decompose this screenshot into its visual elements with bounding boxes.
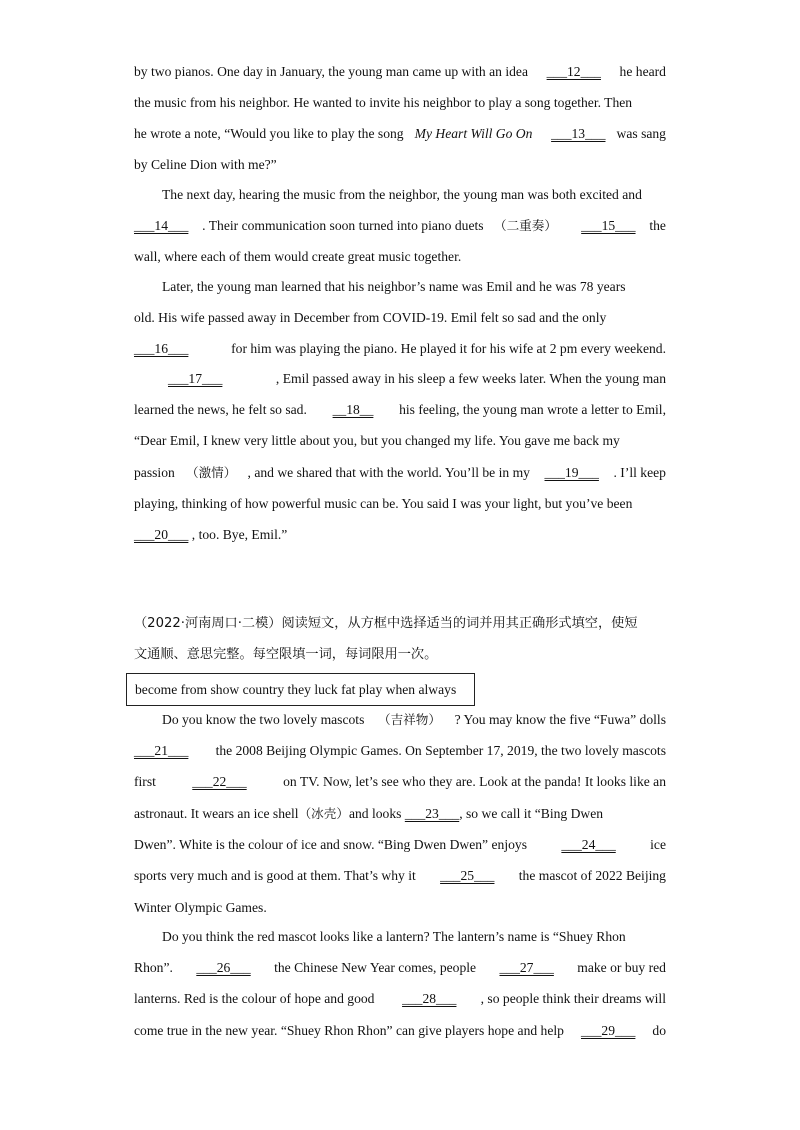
blank-17[interactable]: ___17___ xyxy=(168,371,223,386)
passage1-line-2: the music from his neighbor. He wanted to invite his neighbor to play a song together. Then xyxy=(134,95,633,110)
blank-24[interactable]: ___24___ xyxy=(561,837,616,852)
blank-15[interactable]: ___15___ xyxy=(581,218,636,233)
passage1-line-4: by Celine Dion with me?” xyxy=(134,157,277,172)
blank-29[interactable]: ___29___ xyxy=(581,1023,636,1038)
word-box xyxy=(126,673,475,706)
passage1-line-1: by two pianos. One day in January, the young man came up with an idea ___12___ he heard xyxy=(134,62,666,82)
blank-25[interactable]: ___25___ xyxy=(440,868,495,883)
blank-14[interactable]: ___14___ xyxy=(134,218,189,233)
blank-23[interactable]: ___23___ xyxy=(404,806,460,821)
passage2-line-1: Do you know the two lovely mascots （吉祥物） ? You may know the five “Fuwa” dolls xyxy=(162,712,666,727)
passage1-line-10: ___16___ for him was playing the piano. He played it for his wife at 2 pm every weekend. xyxy=(134,339,666,359)
passage2-line-2: ___21___ the 2008 Beijing Olympic Games. On September 17, 2019, the two lovely mascots xyxy=(134,741,666,761)
blank-21[interactable]: ___21___ xyxy=(134,743,189,758)
blank-16[interactable]: ___16___ xyxy=(134,341,189,356)
blank-28[interactable]: ___28___ xyxy=(402,991,457,1006)
blank-20[interactable]: ___20___ xyxy=(134,527,189,542)
instruction-line-2: 文通顺、意思完整。每空限填一词，每词限用一次。 xyxy=(134,647,438,662)
passage2-line-3: first ___22___ on TV. Now, let’s see who they are. Look at the panda! It looks like an xyxy=(134,772,666,792)
song-title: My Heart Will Go On xyxy=(414,126,533,141)
word-box-words: become from show country they luck fat play when always xyxy=(135,682,457,697)
blank-18[interactable]: __18__ xyxy=(332,402,374,417)
passage2-line-9: Rhon”. ___26___ the Chinese New Year comes, people ___27___ make or buy red xyxy=(134,958,666,978)
passage1-line-12: learned the news, he felt so sad. __18__ his feeling, the young man wrote a letter to Emil, xyxy=(134,400,666,420)
passage1-line-11: ___17___ , Emil passed away in his sleep a few weeks later. When the young man xyxy=(168,369,666,389)
instruction-line-1: （2022·河南周口·二模）阅读短文，从方框中选择适当的词并用其正确形式填空，使短 xyxy=(134,616,638,631)
blank-27[interactable]: ___27___ xyxy=(499,960,554,975)
passage1-line-8: Later, the young man learned that his neighbor’s name was Emil and he was 78 years xyxy=(162,279,626,294)
blank-13[interactable]: ___13___ xyxy=(551,126,606,141)
passage2-line-8: Do you think the red mascot looks like a lantern? The lantern’s name is “Shuey Rhon xyxy=(162,929,626,944)
passage1-line-7: wall, where each of them would create great music together. xyxy=(134,249,462,264)
blank-26[interactable]: ___26___ xyxy=(196,960,251,975)
blank-22[interactable]: ___22___ xyxy=(192,774,247,789)
passage1-line-6: ___14___ . Their communication soon turned into piano duets （二重奏） ___15___ the xyxy=(134,216,666,236)
passage2-line-6: sports very much and is good at them. That’s why it ___25___ the mascot of 2022 Beijing xyxy=(134,866,666,886)
passage1-line-3: he wrote a note, “Would you like to play the song My Heart Will Go On ___13___ was sang xyxy=(134,124,666,144)
passage2-line-5: Dwen”. White is the colour of ice and snow. “Bing Dwen Dwen” enjoys ___24___ ice xyxy=(134,835,666,855)
passage2-line-11: come true in the new year. “Shuey Rhon Rhon” can give players hope and help ___29___ do xyxy=(134,1021,666,1041)
passage1-line-9: old. His wife passed away in December from COVID-19. Emil felt so sad and the only xyxy=(134,310,607,325)
blank-19[interactable]: ___19___ xyxy=(544,465,599,480)
passage1-line-14: passion （激情） , and we shared that with the world. You’ll be in my ___19___ . I’ll keep xyxy=(134,463,666,483)
passage2-line-10: lanterns. Red is the colour of hope and good ___28___ , so people think their dreams will xyxy=(134,989,666,1009)
passage1-line-5: The next day, hearing the music from the neighbor, the young man was both excited and xyxy=(162,187,642,202)
passage1-line-16: ___20___ , too. Bye, Emil.” xyxy=(134,527,288,542)
passage1-line-15: playing, thinking of how powerful music can be. You said I was your light, but you’ve been xyxy=(134,496,633,511)
passage1-line-13: “Dear Emil, I knew very little about you, but you changed my life. You gave me back my xyxy=(134,433,620,448)
passage2-line-4: astronaut. It wears an ice shell（冰壳）and looks ___23___, so we call it “Bing Dwen xyxy=(134,806,604,821)
passage2-line-7: Winter Olympic Games. xyxy=(134,900,267,915)
blank-12[interactable]: ___12___ xyxy=(546,64,601,79)
